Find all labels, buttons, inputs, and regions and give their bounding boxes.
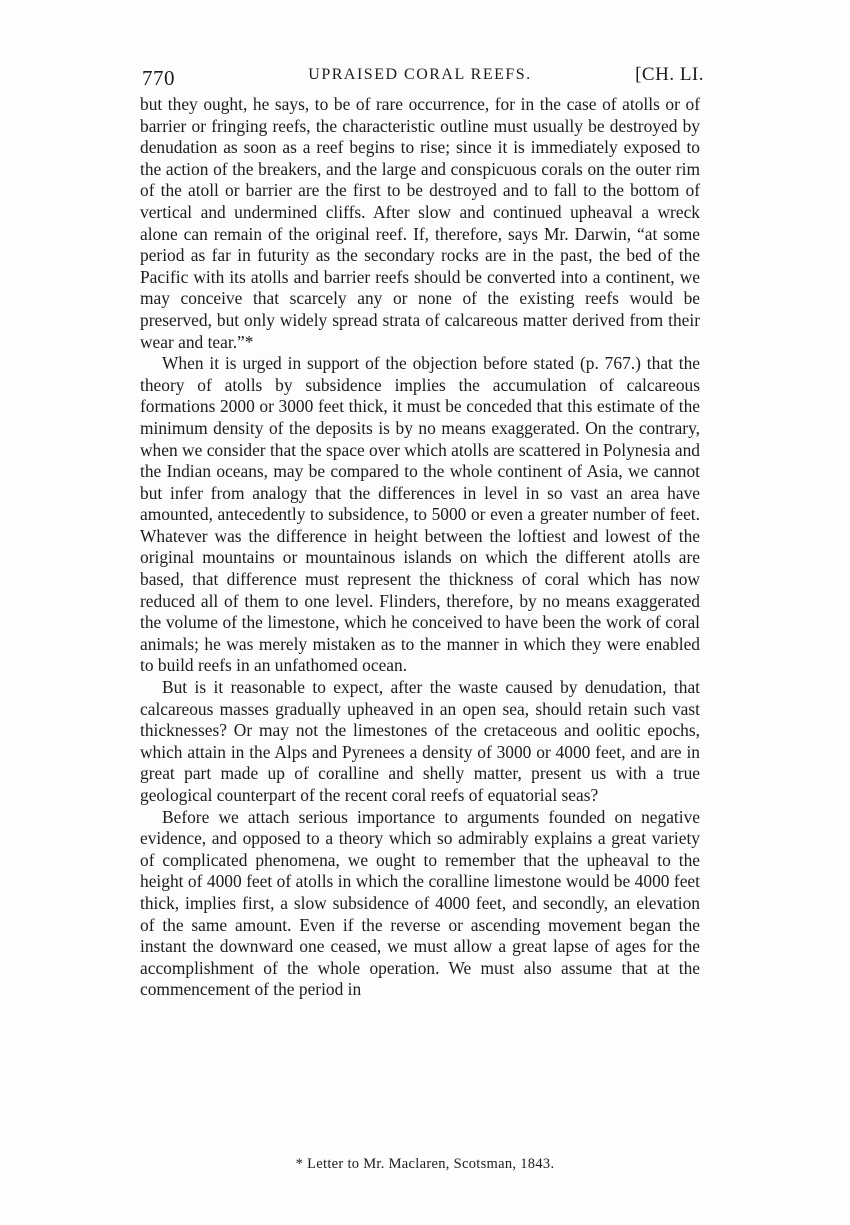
page-number: 770	[142, 66, 175, 90]
chapter-label: [CH. LI.	[635, 64, 704, 85]
paragraph: Before we attach serious importance to arguments founded on negative evidence, and opposed to a theory which so admirably explains a great variety of complicated phenomena, we ought to remember that the upheaval to the height of 4000 feet of atolls in which the coralline limestone would be 4000 feet thick, implies first, a slow subsidence of 4000 feet, and secondly, an elevation of the same amount. Even if the reverse or ascending movement began the instant the downward one ceased, we must allow a great lapse of ages for the accomplishment of the whole operation. We must also assume that at the commencement of the period in	[140, 806, 700, 1000]
running-title: UPRAISED CORAL REEFS.	[308, 66, 532, 83]
paragraph-continued: but they ought, he says, to be of rare occurrence, for in the case of atolls or of barrier or fringing reefs, the characteristic outline must usually be destroyed by denudation as soon as a reef begins to rise; since it is immediately exposed to the action of the breakers, and the large and conspicuous corals on the outer rim of the atoll or barrier are the first to be destroyed and to fall to the bottom of vertical and undermined cliffs. After slow and continued upheaval a wreck alone can remain of the original reef. If, therefore, says Mr. Darwin, “at some period as far in futurity as the secondary rocks are in the past, the bed of the Pacific with its atolls and barrier reefs should be converted into a continent, we may conceive that scarcely any or none of the existing reefs would be preserved, but only widely spread strata of calcareous matter derived from their wear and tear.”*	[140, 94, 700, 352]
paragraph: But is it reasonable to expect, after the waste caused by denudation, that calcareous masses gradually upheaved in an open sea, should retain such vast thicknesses? Or may not the limestones of the cretaceous and oolitic epochs, which attain in the Alps and Pyrenees a density of 3000 or 4000 feet, and are in great part made up of coralline and shelly matter, present us with a true geological counterpart of the recent coral reefs of equatorial seas?	[140, 677, 700, 805]
running-head	[140, 62, 704, 92]
footnote: * Letter to Mr. Maclaren, Scotsman, 1843.	[295, 1156, 555, 1172]
paragraph: When it is urged in support of the objection before stated (p. 767.) that the theory of atolls by subsidence implies the accumulation of calcareous formations 2000 or 3000 feet thick, it must be conceded that this estimate of the minimum density of the deposits is by no means exaggerated. On the contrary, when we consider that the space over which atolls are scattered in Polynesia and the Indian oceans, may be compared to the whole continent of Asia, we cannot but infer from analogy that the differences in level in so vast an area have amounted, antecedently to subsidence, to 5000 or even a greater number of feet. Whatever was the difference in height between the loftiest and lowest of the original mountains or mountainous islands on which the different atolls are based, that difference must represent the thickness of coral which has now reduced all of them to one level. Flinders, therefore, by no means exaggerated the volume of the limestone, which he conceived to have been the work of coral animals; he was merely mistaken as to the manner in which they were enabled to build reefs in an unfathomed ocean.	[140, 353, 700, 676]
body-text	[140, 94, 700, 1001]
